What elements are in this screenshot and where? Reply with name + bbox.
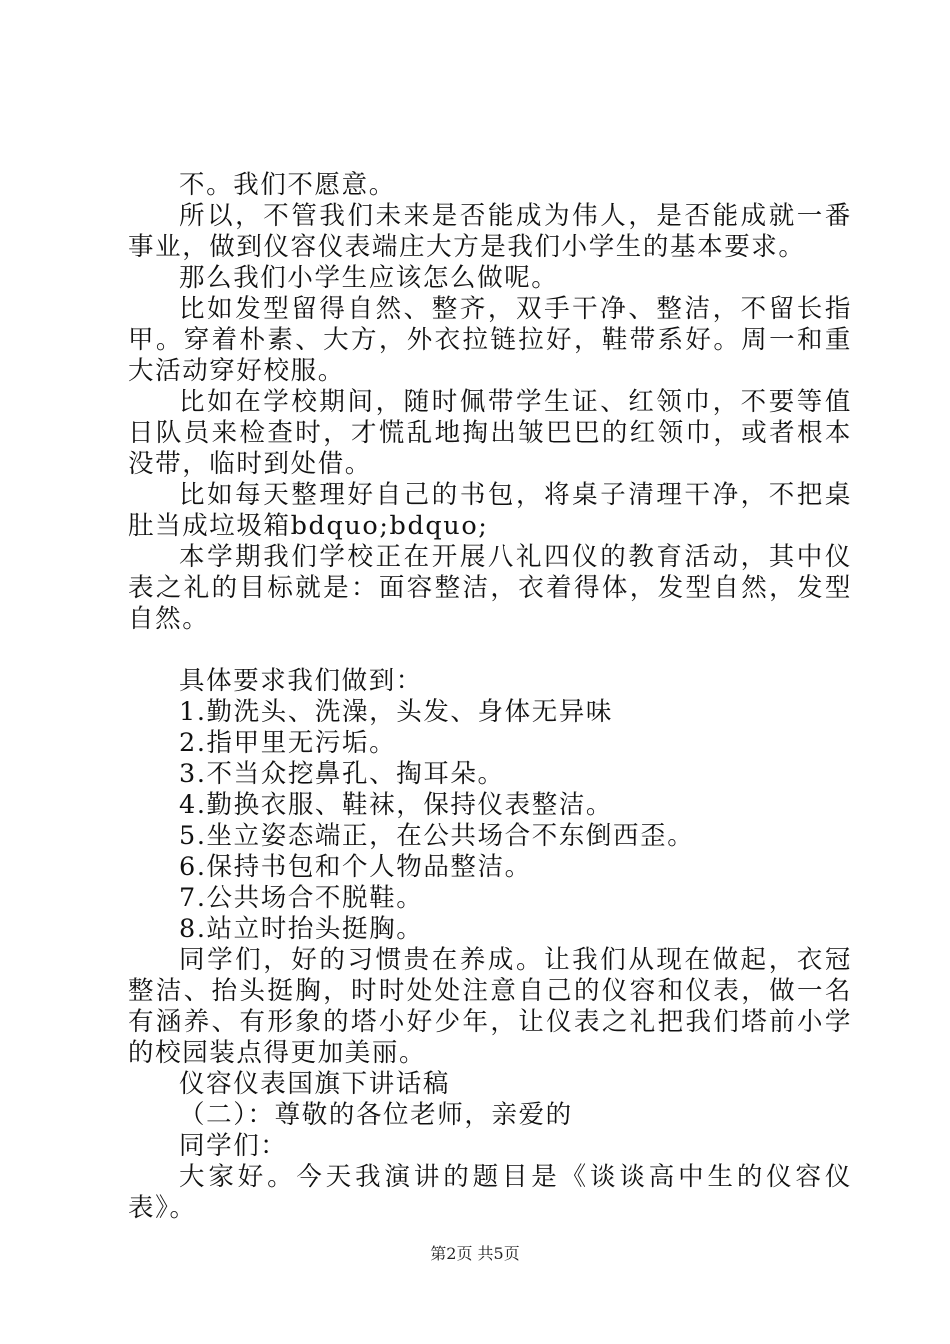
paragraph: 同学们，好的习惯贵在养成。让我们从现在做起，衣冠整洁、抬头挺胸，时时处处注意自己的仪容和仪表，做一名有涵养、有形象的塔小好少年，让仪表之礼把我们塔前小学的校园装点得更加美丽。	[128, 945, 852, 1068]
section-title: 仪容仪表国旗下讲话稿	[179, 1069, 451, 1099]
list-item: 6.保持书包和个人物品整洁。	[179, 852, 532, 882]
paragraph: 比如在学校期间，随时佩带学生证、红领巾，不要等值日队员来检查时，才慌乱地掏出皱巴巴的红领巾，或者根本没带，临时到处借。	[128, 387, 852, 479]
list-item: 7.公共场合不脱鞋。	[179, 883, 424, 913]
paragraph: 本学期我们学校正在开展八礼四仪的教育活动，其中仪表之礼的目标就是：面容整洁，衣着得体，发型自然，发型自然。	[128, 542, 852, 634]
list-item: 4.勤换衣服、鞋袜，保持仪表整洁。	[179, 790, 614, 820]
document-body	[128, 170, 852, 1224]
paragraph: 同学们：	[179, 1131, 288, 1161]
paragraph: 所以，不管我们未来是否能成为伟人，是否能成就一番事业，做到仪容仪表端庄大方是我们小学生的基本要求。	[128, 201, 852, 262]
page-number-footer: 第2页 共5页	[430, 1244, 520, 1263]
paragraph: 不。我们不愿意。	[179, 170, 396, 200]
paragraph: 大家好。今天我演讲的题目是《谈谈高中生的仪容仪表》。	[128, 1162, 852, 1223]
requirements-heading: 具体要求我们做到：	[179, 666, 423, 696]
list-item: 3.不当众挖鼻孔、掏耳朵。	[179, 759, 505, 789]
list-item: 2.指甲里无污垢。	[179, 728, 397, 758]
list-item: 8.站立时抬头挺胸。	[179, 914, 424, 944]
list-item: 5.坐立姿态端正，在公共场合不东倒西歪。	[179, 821, 695, 851]
paragraph: 比如每天整理好自己的书包，将桌子清理干净，不把桌肚当成垃圾箱bdquo;bdquo;	[128, 480, 852, 541]
paragraph: 比如发型留得自然、整齐，双手干净、整洁，不留长指甲。穿着朴素、大方，外衣拉链拉好，鞋带系好。周一和重大活动穿好校服。	[128, 294, 852, 386]
paragraph: （二）：尊敬的各位老师，亲爱的	[179, 1100, 573, 1130]
list-item: 1.勤洗头、洗澡，头发、身体无异味	[179, 697, 614, 727]
paragraph: 那么我们小学生应该怎么做呢。	[179, 263, 559, 293]
